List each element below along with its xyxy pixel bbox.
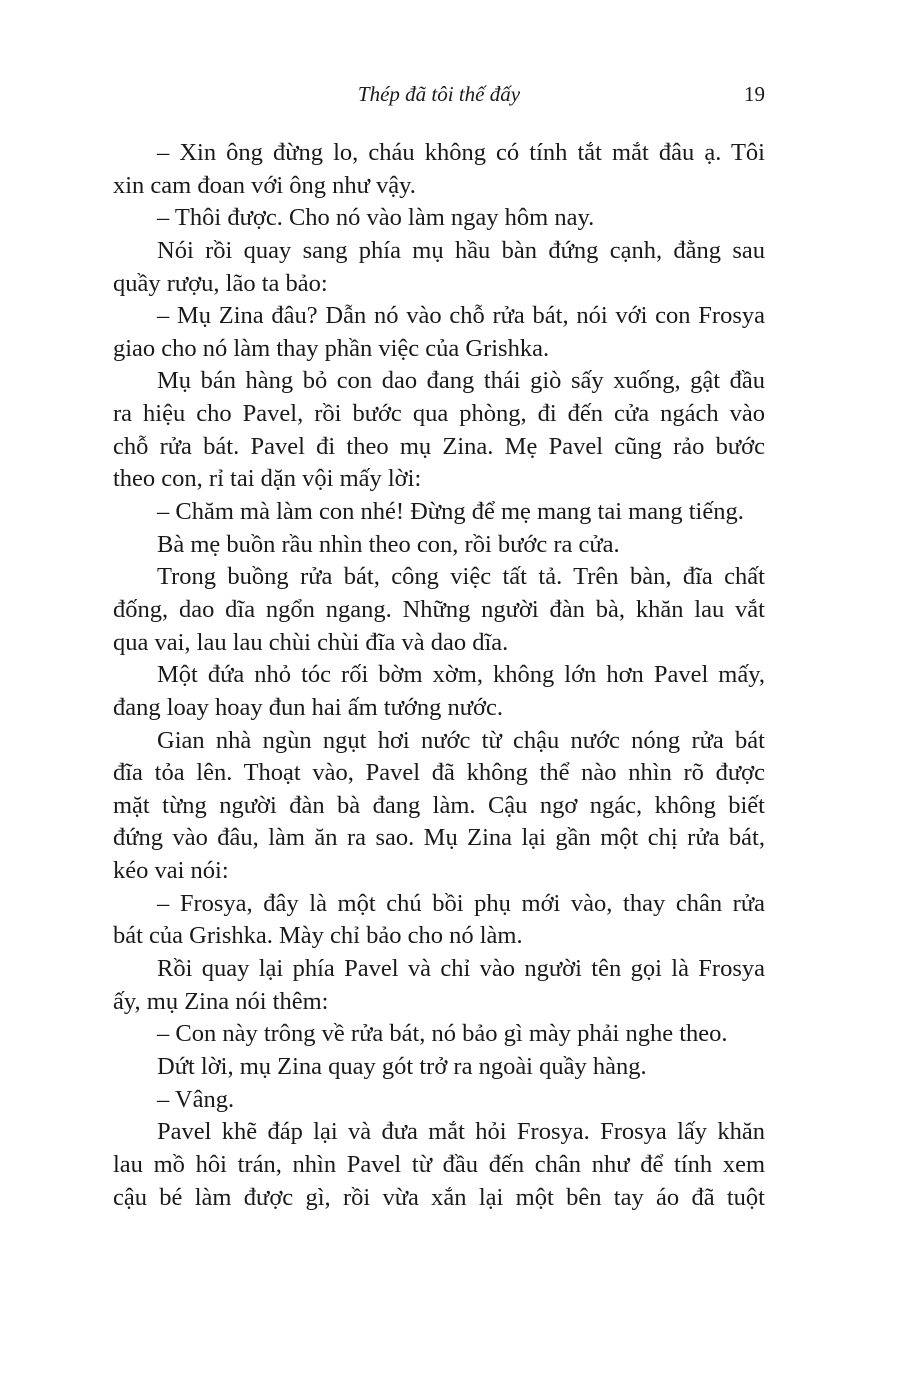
text-line: – Vâng.: [157, 1085, 235, 1113]
paragraph: [113, 888, 765, 953]
text-line: Bà mẹ buồn rầu nhìn theo con, rồi bước ra cửa.: [157, 530, 620, 558]
paragraph: [113, 1084, 765, 1117]
text-line: đang loay hoay đun hai ấm tướng nước.: [113, 693, 503, 721]
text-line: qua vai, lau lau chùi chùi đĩa và dao dĩa.: [113, 628, 509, 656]
text-line: Một đứa nhỏ tóc rối bờm xờm, không lớn hơn Pavel mấy,: [157, 661, 765, 689]
paragraph: [113, 1018, 765, 1051]
text-line: – Frosya, đây là một chú bồi phụ mới vào, thay chân rửa: [157, 889, 765, 917]
text-line: Trong buồng rửa bát, công việc tất tả. Trên bàn, đĩa chất: [157, 563, 765, 591]
text-line: quầy rượu, lão ta bảo:: [113, 269, 328, 297]
paragraph: [113, 235, 765, 300]
text-line: đống, dao dĩa ngổn ngang. Những người đàn bà, khăn lau vắt: [113, 595, 765, 623]
text-line: cậu bé làm được gì, rồi vừa xắn lại một bên tay áo đã tuột: [113, 1183, 765, 1211]
paragraph: [113, 561, 765, 659]
paragraph: [113, 659, 765, 724]
text-line: – Chăm mà làm con nhé! Đừng để mẹ mang tai mang tiếng.: [157, 498, 744, 526]
text-line: Nói rồi quay sang phía mụ hầu bàn đứng cạnh, đằng sau: [157, 236, 765, 264]
text-line: Pavel khẽ đáp lại và đưa mắt hỏi Frosya. Frosya lấy khăn: [157, 1118, 765, 1146]
paragraph: [113, 1116, 765, 1214]
text-line: – Mụ Zina đâu? Dẫn nó vào chỗ rửa bát, nói với con Frosya: [157, 302, 765, 330]
text-line: ra hiệu cho Pavel, rồi bước qua phòng, đi đến cửa ngách vào: [113, 400, 765, 428]
text-line: – Con này trông về rửa bát, nó bảo gì mày phải nghe theo.: [157, 1020, 728, 1048]
text-line: ấy, mụ Zina nói thêm:: [113, 987, 329, 1015]
text-line: Gian nhà ngùn ngụt hơi nước từ chậu nước nóng rửa bát: [157, 726, 765, 754]
text-line: mặt từng người đàn bà đang làm. Cậu ngơ ngác, không biết: [113, 791, 765, 819]
text-line: – Thôi được. Cho nó vào làm ngay hôm nay.: [157, 204, 595, 232]
text-line: giao cho nó làm thay phần việc của Grishka.: [113, 334, 550, 362]
text-line: đĩa tỏa lên. Thoạt vào, Pavel đã không thể nào nhìn rõ được: [113, 759, 765, 787]
text-line: lau mồ hôi trán, nhìn Pavel từ đầu đến chân như để tính xem: [113, 1150, 765, 1178]
text-line: đứng vào đâu, làm ăn ra sao. Mụ Zina lại gần một chị rửa bát,: [113, 824, 765, 852]
paragraph: [113, 137, 765, 202]
running-title: Thép đã tôi thế đấy: [357, 82, 521, 106]
paragraph: [113, 202, 765, 235]
running-header: [113, 82, 765, 112]
text-line: theo con, rỉ tai dặn vội mấy lời:: [113, 465, 422, 493]
paragraph: [113, 300, 765, 365]
text-line: Rồi quay lại phía Pavel và chỉ vào người tên gọi là Frosya: [157, 955, 765, 983]
paragraph: [113, 1051, 765, 1084]
body-text: [113, 137, 765, 1214]
paragraph: [113, 529, 765, 562]
text-line: chỗ rửa bát. Pavel đi theo mụ Zina. Mẹ Pavel cũng rảo bước: [113, 432, 765, 460]
paragraph: [113, 725, 765, 888]
text-line: Dứt lời, mụ Zina quay gót trở ra ngoài quầy hàng.: [157, 1052, 647, 1080]
text-line: Mụ bán hàng bỏ con dao đang thái giò sấy xuống, gật đầu: [157, 367, 765, 395]
text-line: xin cam đoan với ông như vậy.: [113, 171, 416, 199]
paragraph: [113, 365, 765, 496]
text-line: – Xin ông đừng lo, cháu không có tính tắt mắt đâu ạ. Tôi: [157, 139, 765, 166]
page-number: 19: [744, 82, 765, 106]
paragraph: [113, 496, 765, 529]
paragraph: [113, 953, 765, 1018]
text-line: kéo vai nói:: [113, 857, 229, 885]
text-line: bát của Grishka. Mày chỉ bảo cho nó làm.: [113, 922, 523, 950]
